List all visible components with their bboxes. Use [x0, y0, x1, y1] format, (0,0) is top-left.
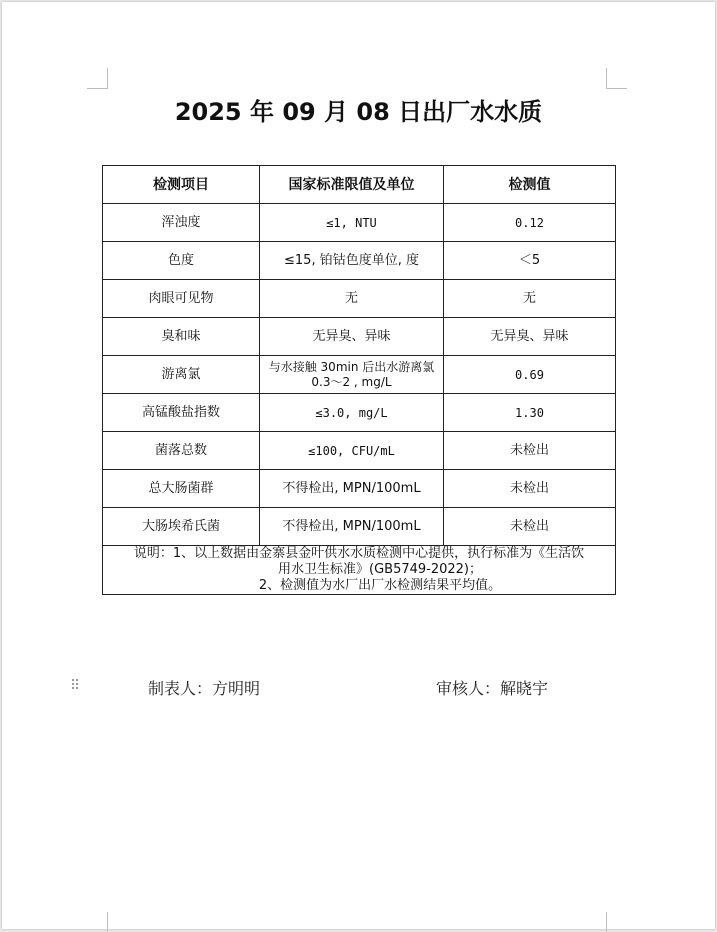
table-row: [103, 356, 616, 394]
document-title: 2025 年 09 月 08 日出厂水水质: [174, 98, 543, 126]
cell-item: 总大肠菌群: [103, 470, 260, 508]
margin-corner-bottom-right: [606, 912, 627, 932]
cell-value: 0.69: [444, 356, 616, 394]
cell-standard: ≤3.0, mg/L: [260, 394, 444, 432]
cell-value: 未检出: [444, 508, 616, 546]
cell-item: 游离氯: [103, 356, 260, 394]
cell-value: 无异臭、异味: [444, 318, 616, 356]
cell-value: 无: [444, 280, 616, 318]
cell-item: 大肠埃希氏菌: [103, 508, 260, 546]
table-row: [103, 470, 616, 508]
cell-value: ＜5: [444, 242, 616, 280]
cell-standard: 不得检出, MPN/100mL: [260, 508, 444, 546]
cell-standard: ≤15, 铂钴色度单位, 度: [260, 242, 444, 280]
cell-value: 1.30: [444, 394, 616, 432]
cell-item: 高锰酸盐指数: [103, 394, 260, 432]
cell-value: 未检出: [444, 432, 616, 470]
cell-standard: ≤100, CFU/mL: [260, 432, 444, 470]
water-quality-table: [102, 165, 616, 595]
margin-corner-bottom-left: [87, 912, 108, 932]
header-item: 检测项目: [103, 166, 260, 204]
cell-item: 臭和味: [103, 318, 260, 356]
cell-value: 0.12: [444, 204, 616, 242]
cell-value: 未检出: [444, 470, 616, 508]
table-row: [103, 204, 616, 242]
drag-handle-icon[interactable]: ⠿: [70, 678, 81, 694]
note-line-1: 说明：1、以上数据由金寨县金叶供水水质检测中心提供，执行标准为《生活饮: [133, 546, 585, 561]
table-row: [103, 318, 616, 356]
note-line-3: 2、检测值为水厂出厂水检测结果平均值。: [258, 578, 502, 593]
table-maker-signature: 制表人：方明明: [148, 679, 261, 698]
table-header-row: [103, 166, 616, 204]
cell-item: 色度: [103, 242, 260, 280]
table-note-row: [103, 546, 616, 595]
table-row: [103, 242, 616, 280]
cell-standard: ≤1, NTU: [260, 204, 444, 242]
header-standard: 国家标准限值及单位: [260, 166, 444, 204]
margin-corner-top-left: [87, 68, 108, 89]
cell-standard: 无: [260, 280, 444, 318]
table-note: [103, 546, 616, 595]
table-row: [103, 508, 616, 546]
cell-standard: 不得检出, MPN/100mL: [260, 470, 444, 508]
note-line-2: 用水卫生标准》(GB5749-2022)；: [278, 562, 482, 577]
table-row: [103, 280, 616, 318]
cell-item: 浑浊度: [103, 204, 260, 242]
table-row: [103, 432, 616, 470]
header-value: 检测值: [444, 166, 616, 204]
cell-item: 菌落总数: [103, 432, 260, 470]
margin-corner-top-right: [606, 68, 627, 89]
cell-item: 肉眼可见物: [103, 280, 260, 318]
cell-standard: 与水接触 30min 后出水游离氯 0.3～2 , mg/L: [260, 356, 444, 394]
cell-standard: 无异臭、异味: [260, 318, 444, 356]
table-row: [103, 394, 616, 432]
reviewer-signature: 审核人：解晓宇: [436, 679, 549, 698]
